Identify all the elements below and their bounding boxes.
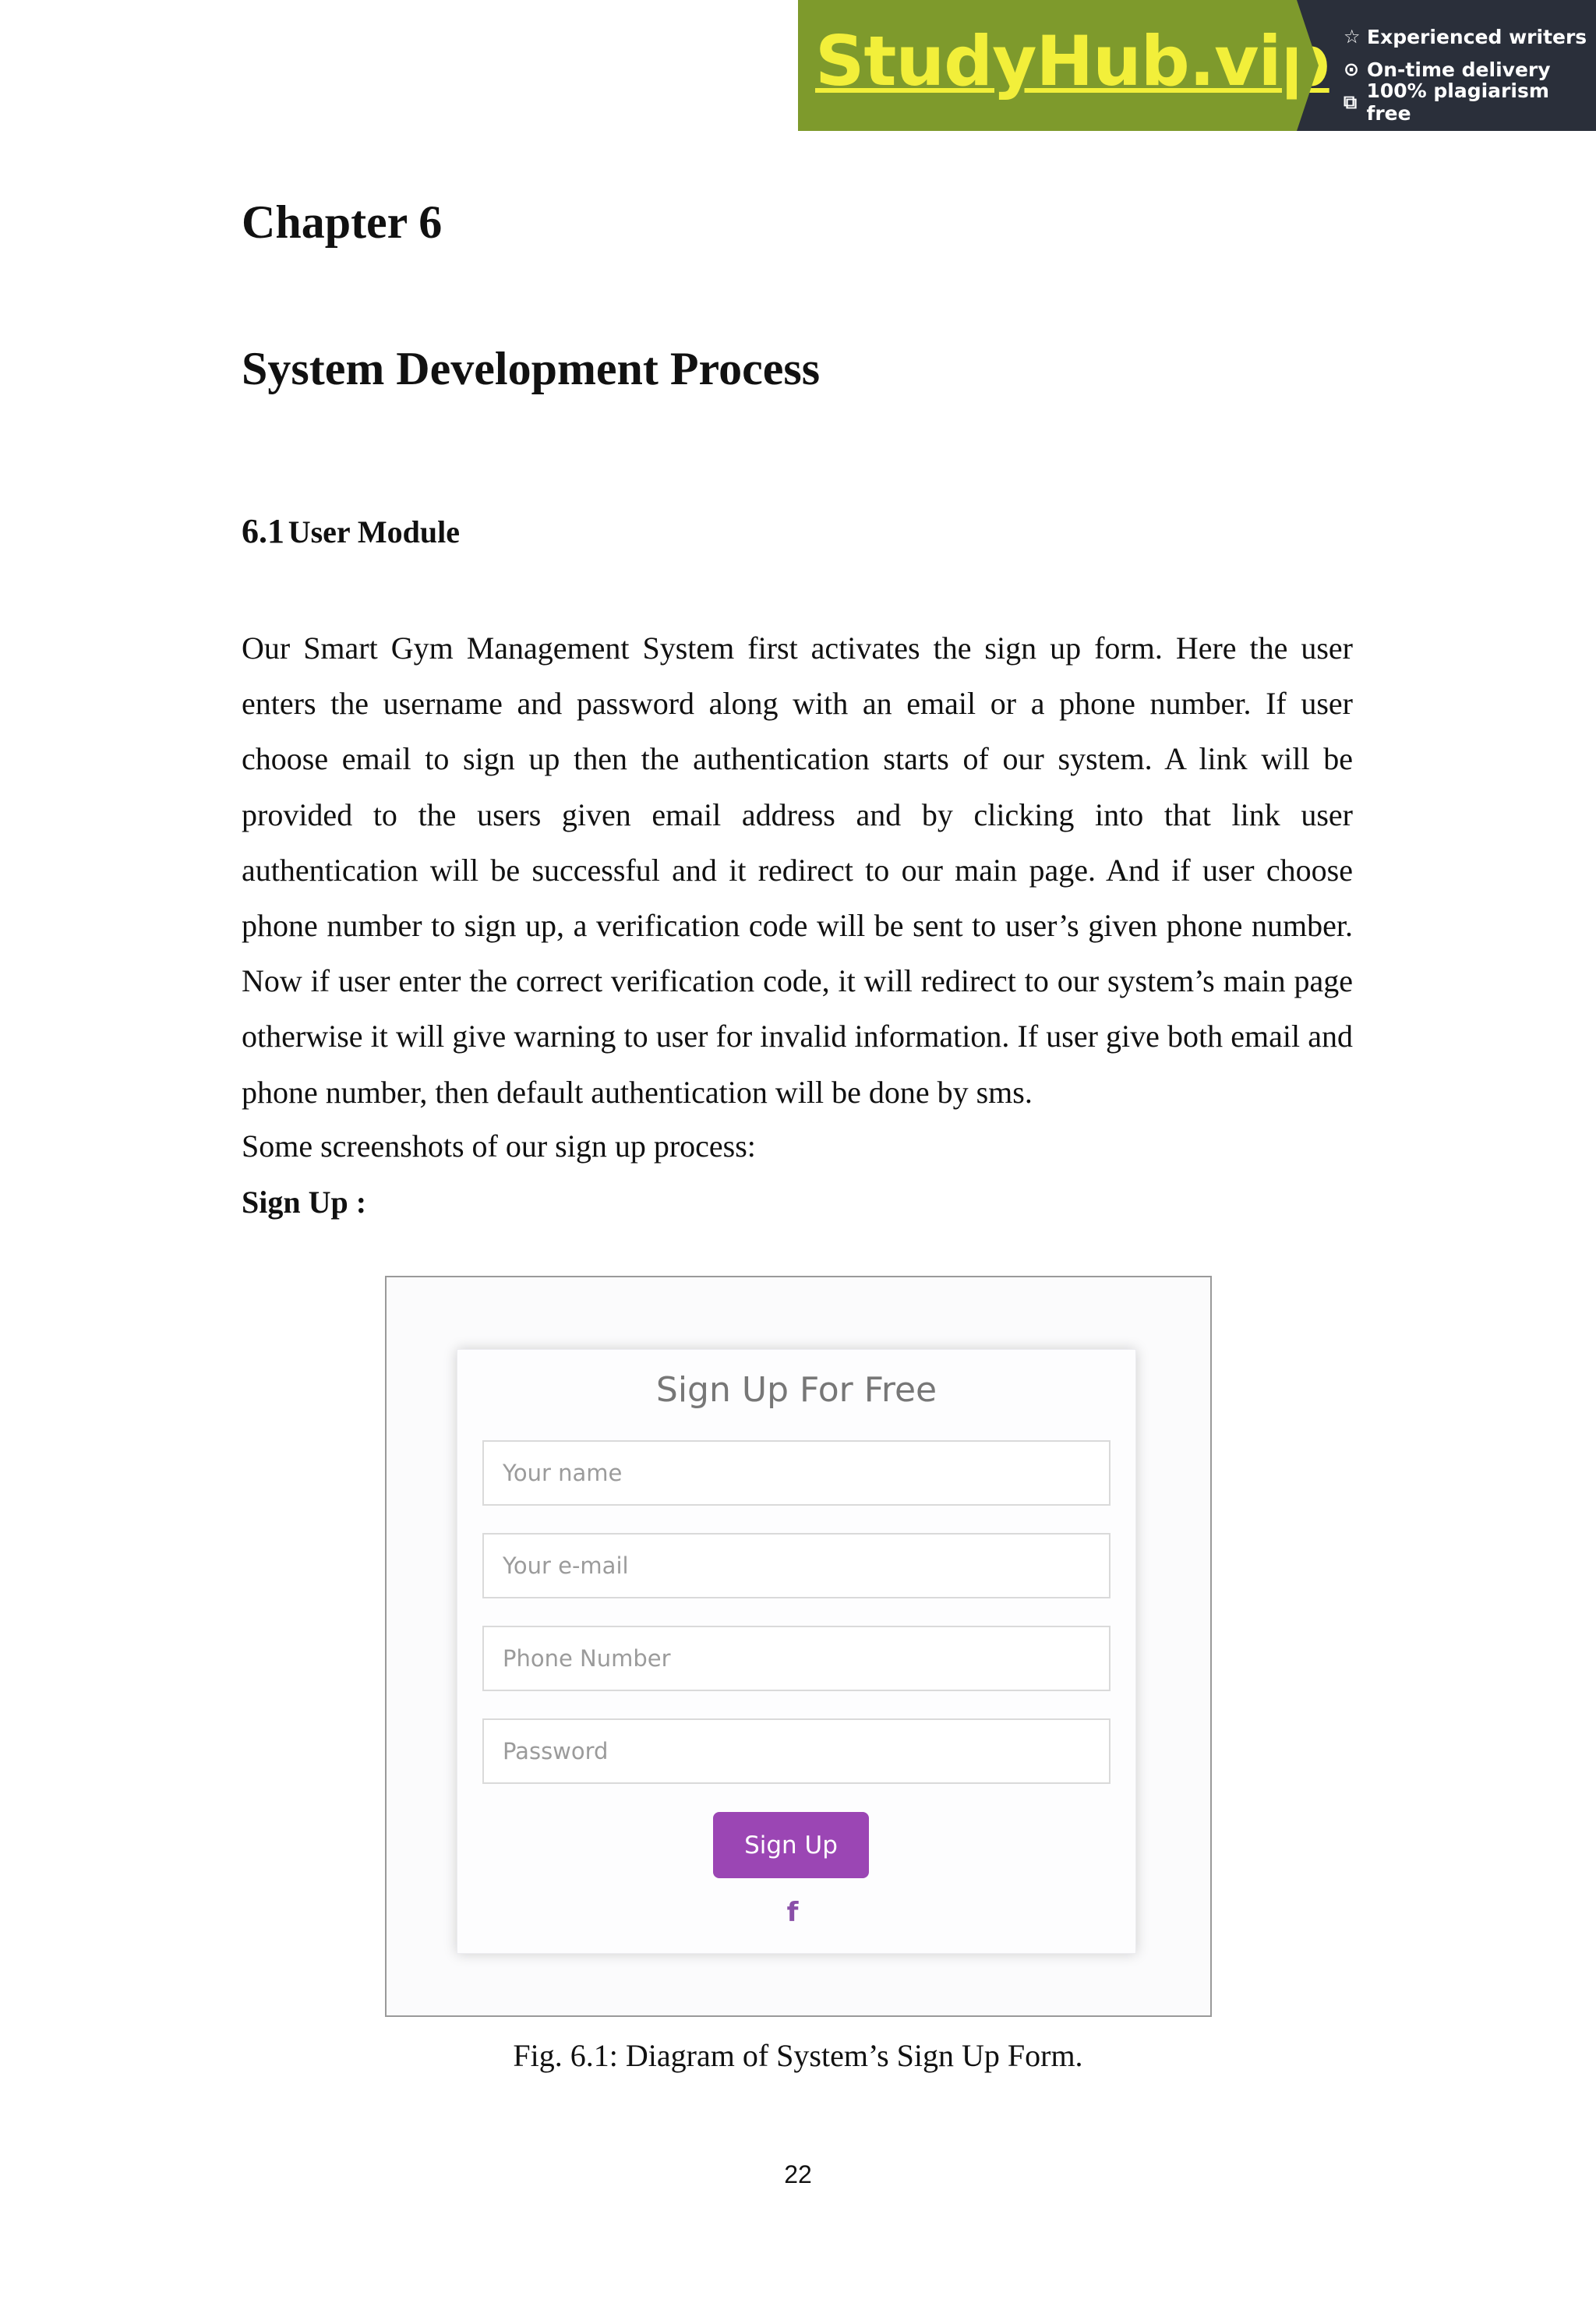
subsection-number: 6.1 — [242, 512, 284, 550]
feature-label: Experienced writers — [1367, 25, 1587, 48]
phone-number-field[interactable] — [482, 1626, 1110, 1691]
banner-brand[interactable] — [798, 0, 1329, 131]
page-number: 22 — [784, 2160, 812, 2188]
banner-brand-text: StudyHub.vip — [815, 21, 1329, 101]
copy-check-icon: ⧉ — [1344, 91, 1358, 113]
email-field[interactable] — [482, 1533, 1110, 1598]
body-paragraph: Our Smart Gym Management System first activates the sign up form. Here the user enters the username and password along with an email or a phone number. If user choose email to sign up then the authentication starts of our system. A link will be provided to the users given email address and by clicking into that link user authentication will be successful and it redirect to our main page. And if user choose phone number to sign up, a verification code will be sent to user’s given phone number. Now if user enter the correct verification code, it will redirect to our system’s main page otherwise it will give warning to user for invalid information. If user give both email and phone number, then default authentication will be done by sms. — [242, 630, 1353, 1110]
feature-label: On-time delivery — [1367, 58, 1551, 81]
signup-form-title: Sign Up For Free — [655, 1370, 937, 1410]
intro-line: Some screenshots of our sign up process: — [242, 1128, 756, 1164]
sign-up-button[interactable]: Sign Up — [713, 1812, 869, 1878]
feature-experienced-writers — [1344, 20, 1596, 53]
star-icon: ☆ — [1344, 26, 1361, 48]
section-title: System Development Process — [242, 343, 821, 394]
banner-features — [1297, 0, 1596, 131]
feature-label: 100% plagiarism free — [1366, 79, 1549, 125]
feature-plagiarism-free — [1344, 79, 1596, 125]
clock-icon: ⊙ — [1344, 58, 1360, 80]
password-field[interactable] — [482, 1718, 1110, 1784]
subsection-title: User Module — [288, 514, 461, 549]
figure-caption: Fig. 6.1: Diagram of System’s Sign Up Form. — [513, 2038, 1083, 2073]
banner-arrow — [1297, 0, 1319, 131]
studyhub-banner[interactable] — [798, 0, 1596, 131]
facebook-icon[interactable]: f — [786, 1897, 799, 1928]
name-field[interactable] — [482, 1440, 1110, 1506]
signup-figure — [385, 1276, 1212, 2017]
chapter-heading: Chapter 6 — [242, 196, 443, 248]
subsection-heading — [242, 508, 460, 562]
signup-label: Sign Up : — [242, 1185, 367, 1220]
signup-card — [457, 1349, 1136, 1954]
